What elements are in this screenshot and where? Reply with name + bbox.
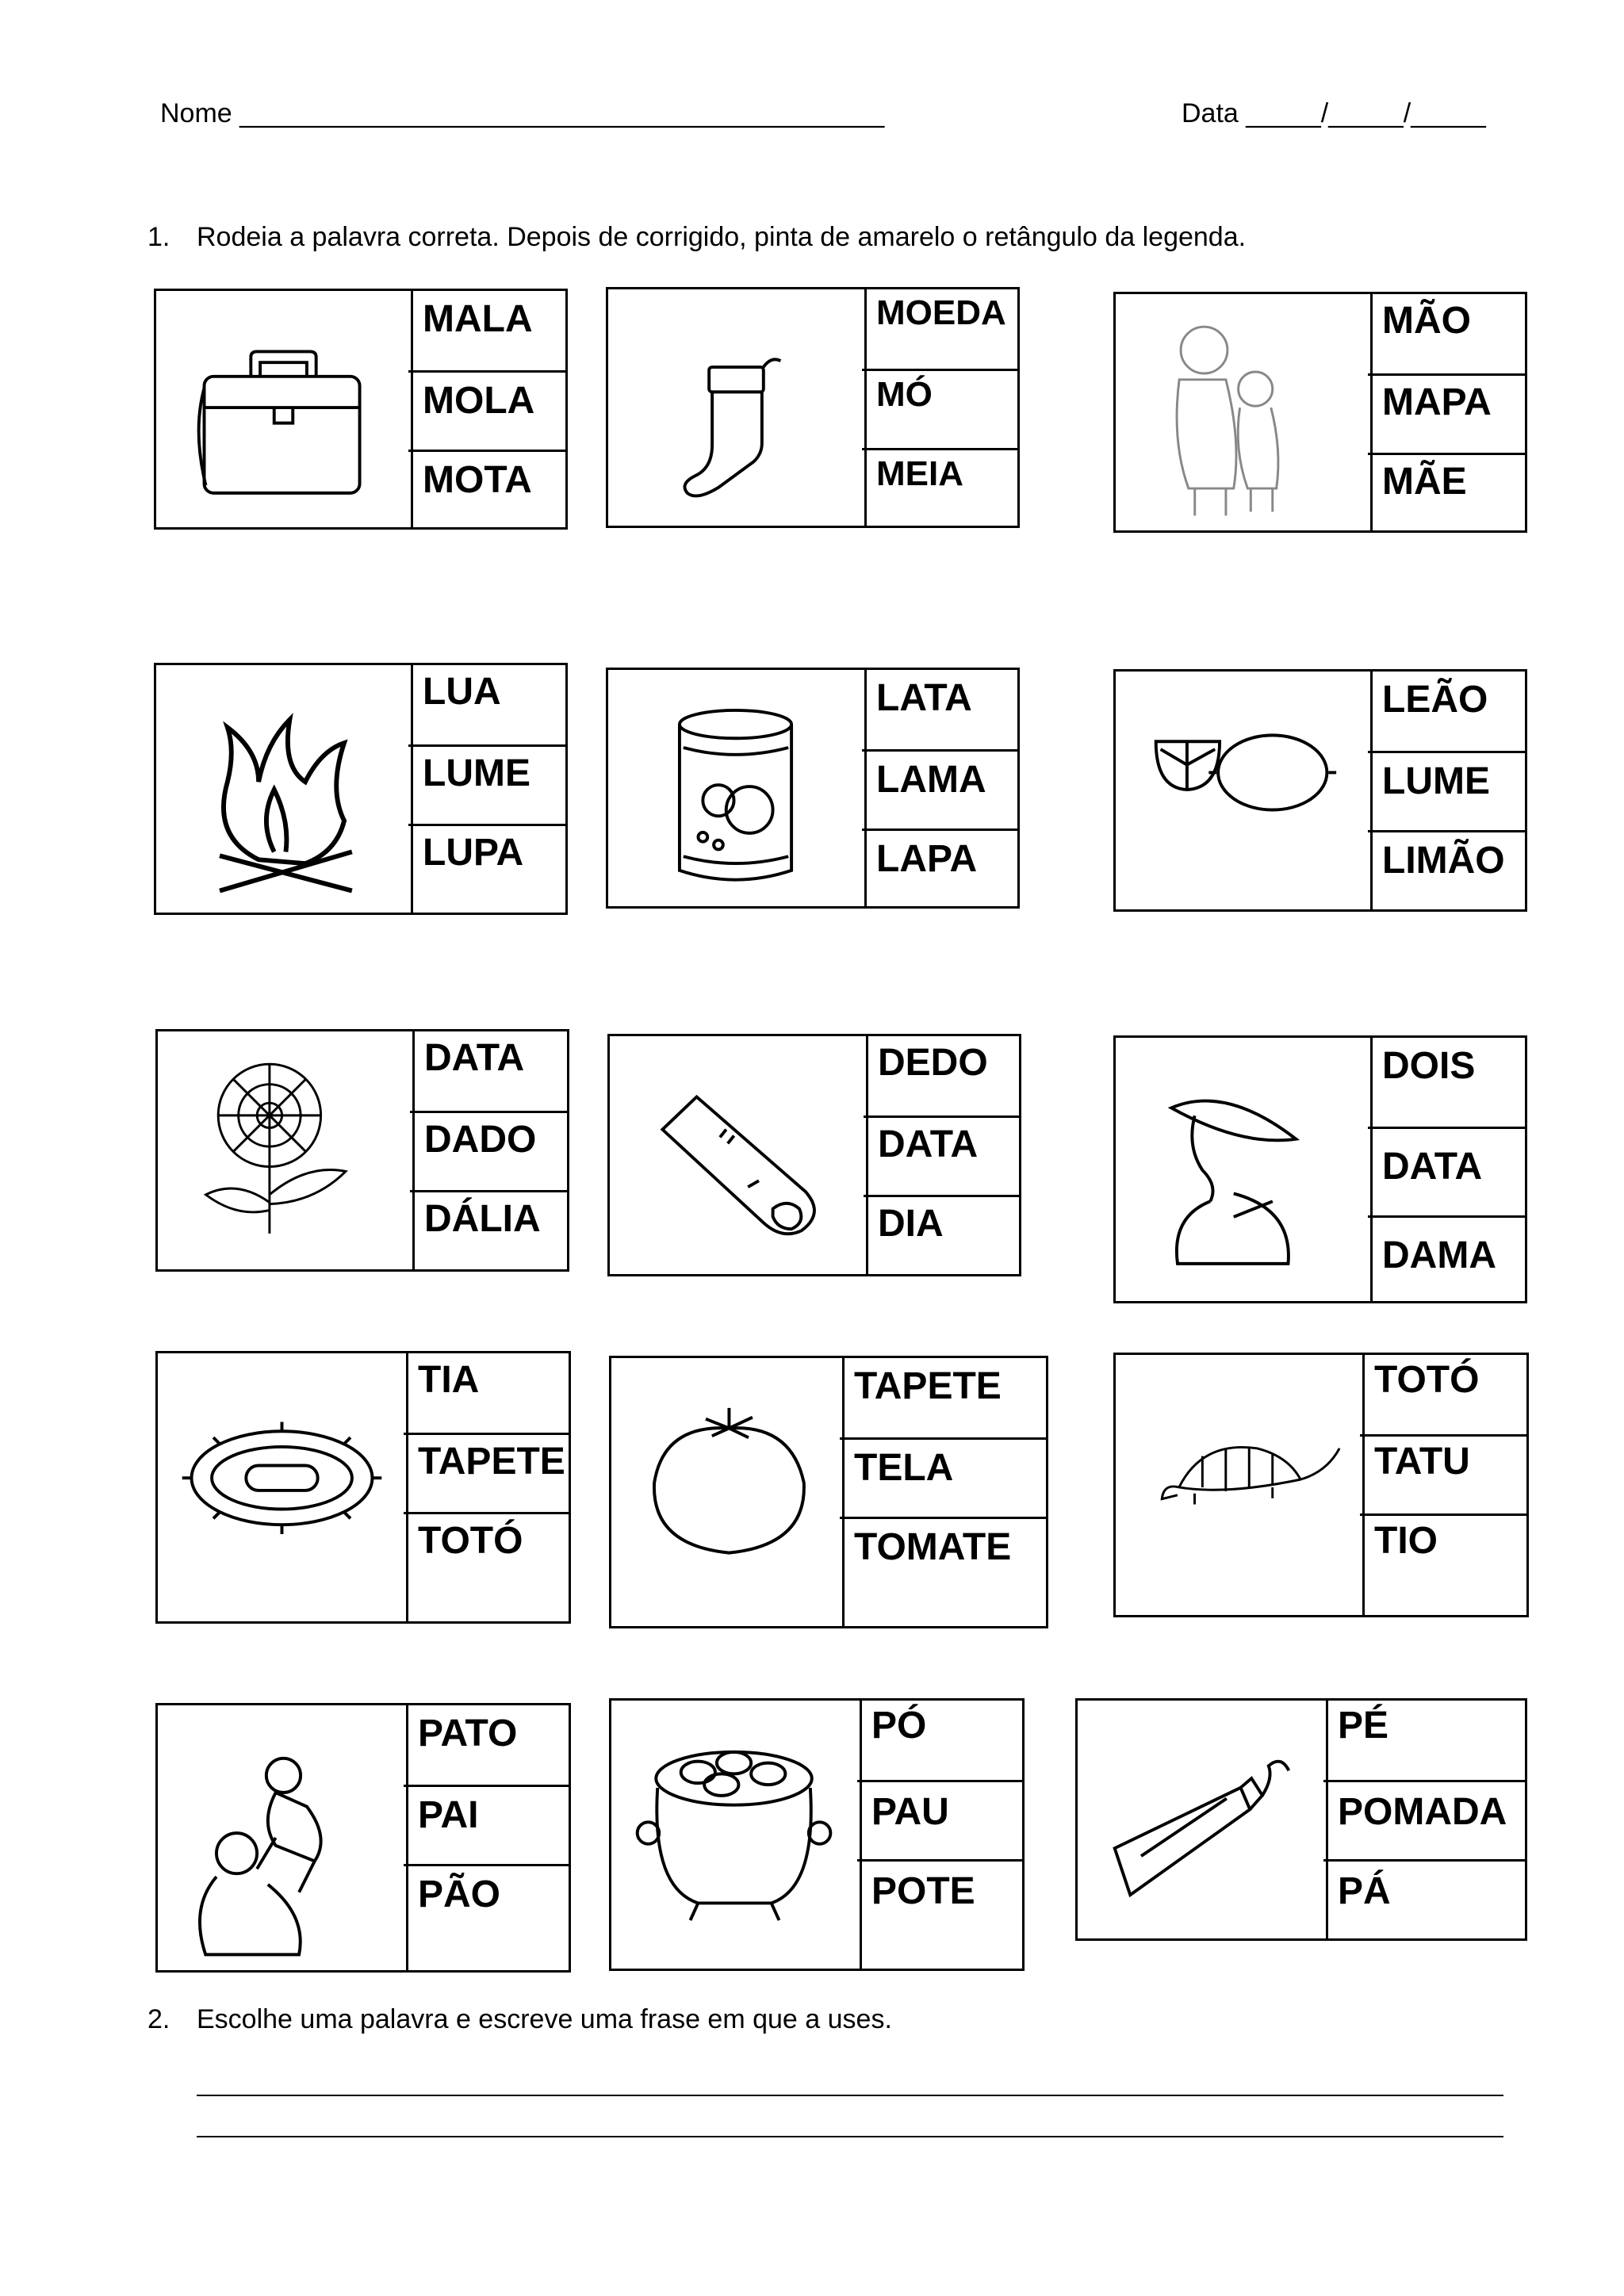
exercise-2-instruction: Escolhe uma palavra e escreve uma frase em que a uses. (197, 2004, 892, 2034)
dahlia-flower-icon (158, 1031, 415, 1269)
word-option[interactable]: DATA (424, 1037, 525, 1079)
word-card-6 (1113, 669, 1527, 912)
word-option[interactable]: PATO (418, 1712, 518, 1755)
word-card-11 (609, 1356, 1048, 1628)
word-card-9 (1113, 1035, 1527, 1303)
word-option[interactable]: TOTÓ (1374, 1359, 1480, 1401)
word-option[interactable]: DATA (864, 1115, 1019, 1195)
name-field-label[interactable]: Nome ___________________________________________ (160, 98, 885, 128)
word-option[interactable]: MALA (423, 298, 533, 340)
word-card-13 (155, 1703, 571, 1973)
word-option[interactable]: MÓ (862, 369, 1017, 448)
word-option[interactable]: TAPETE (404, 1433, 569, 1512)
word-option[interactable]: MAPA (1368, 373, 1525, 453)
word-option[interactable]: MÃO (1382, 300, 1471, 342)
word-card-8 (607, 1034, 1021, 1276)
word-card-2 (606, 287, 1020, 528)
word-option[interactable]: DÁLIA (410, 1190, 567, 1272)
word-card-10 (155, 1351, 571, 1624)
word-option[interactable]: TOTÓ (404, 1512, 569, 1624)
word-option[interactable]: LUPA (408, 824, 565, 915)
tin-can-icon (608, 670, 867, 906)
word-card-14 (609, 1698, 1025, 1971)
word-option[interactable]: MEIA (862, 448, 1017, 528)
fire-icon (156, 665, 413, 913)
word-option[interactable]: DEDO (878, 1042, 988, 1084)
word-option[interactable]: DAMA (1368, 1215, 1525, 1303)
word-option[interactable]: TELA (840, 1437, 1046, 1517)
word-option[interactable]: MOTA (408, 450, 565, 530)
briefcase-icon (156, 291, 413, 527)
word-option[interactable]: MOEDA (876, 293, 1006, 332)
date-field-label[interactable]: Data _____/_____/_____ (1182, 98, 1486, 128)
exercise-1-instruction: Rodeia a palavra correta. Depois de corrigido, pinta de amarelo o retângulo da legenda. (197, 222, 1247, 252)
writing-line[interactable] (197, 2095, 1503, 2096)
word-option[interactable]: DIA (864, 1195, 1019, 1276)
lady-hat-icon (1116, 1038, 1373, 1301)
word-option[interactable]: MOLA (408, 370, 565, 450)
word-option[interactable]: PAU (857, 1780, 1022, 1859)
word-option[interactable]: PÉ (1338, 1705, 1389, 1747)
word-option[interactable]: TAPETE (854, 1365, 1002, 1407)
rug-icon (158, 1353, 408, 1621)
word-option[interactable]: PAI (404, 1785, 569, 1864)
word-option[interactable]: PÁ (1323, 1859, 1525, 1941)
word-option[interactable]: PÃO (404, 1864, 569, 1973)
word-option[interactable]: DOIS (1382, 1045, 1476, 1087)
word-option[interactable]: POMADA (1323, 1780, 1525, 1859)
word-option[interactable]: LEÃO (1382, 679, 1488, 721)
word-card-5 (606, 668, 1020, 909)
writing-line[interactable] (197, 2136, 1503, 2137)
word-option[interactable]: LIMÃO (1368, 830, 1525, 912)
word-option[interactable]: TOMATE (840, 1517, 1046, 1628)
word-option[interactable]: LUA (423, 671, 501, 713)
word-option[interactable]: LAPA (862, 828, 1017, 909)
father-baby-icon (158, 1705, 408, 1970)
word-option[interactable]: PÓ (871, 1705, 927, 1747)
word-option[interactable]: TIA (418, 1359, 480, 1401)
sock-icon (608, 289, 867, 526)
lemon-icon (1116, 672, 1373, 909)
word-option[interactable]: TATU (1360, 1434, 1526, 1513)
word-card-7 (155, 1029, 569, 1272)
ointment-tube-icon (1078, 1701, 1328, 1938)
word-card-12 (1113, 1353, 1529, 1617)
tomato-icon (611, 1358, 845, 1626)
armadillo-icon (1116, 1355, 1365, 1615)
word-card-4 (154, 663, 568, 915)
pot-icon (611, 1701, 862, 1969)
word-option[interactable]: TIO (1360, 1513, 1526, 1617)
word-option[interactable]: LUME (1368, 751, 1525, 830)
exercise-1-number: 1. (147, 222, 170, 252)
word-option[interactable]: LAMA (862, 749, 1017, 828)
word-card-15 (1075, 1698, 1527, 1941)
word-option[interactable]: POTE (857, 1859, 1022, 1971)
word-option[interactable]: MÃE (1368, 453, 1525, 533)
word-option[interactable]: DADO (410, 1111, 567, 1190)
finger-icon (610, 1036, 868, 1274)
word-card-1 (154, 289, 568, 530)
word-card-3 (1113, 292, 1527, 533)
word-option[interactable]: LATA (876, 677, 972, 719)
word-option[interactable]: DATA (1368, 1127, 1525, 1215)
exercise-2-number: 2. (147, 2004, 170, 2034)
mother-child-icon (1116, 294, 1373, 530)
word-option[interactable]: LUME (408, 744, 565, 824)
